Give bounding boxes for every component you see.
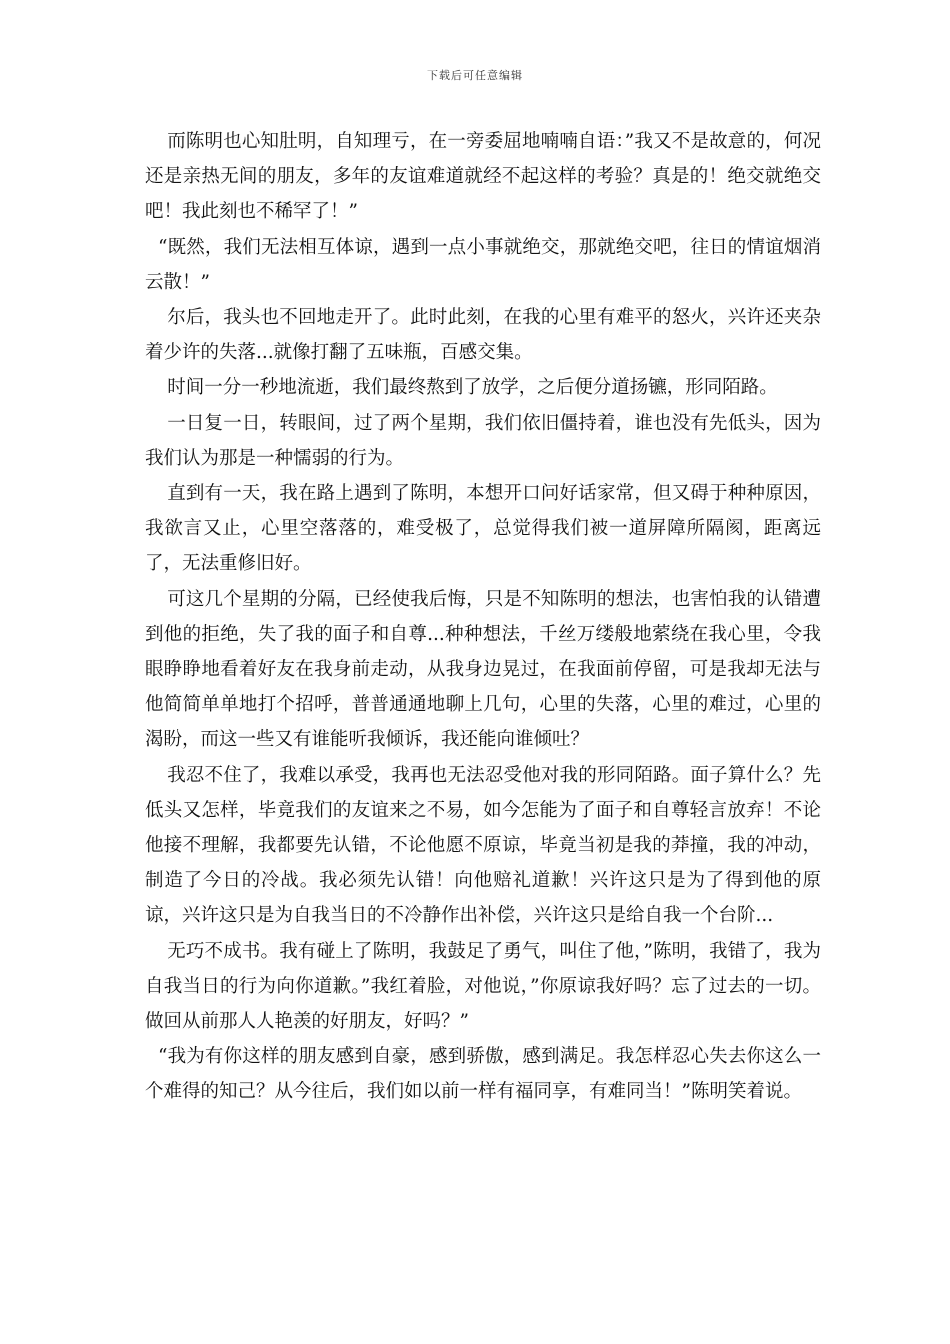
paragraph: 而陈明也心知肚明，自知理亏，在一旁委屈地喃喃自语：”我又不是故意的，何况还是亲热无间的朋友，多年的友谊难道就经不起这样的考验？真是的！绝交就绝交吧！我此刻也不稀罕了！”: [145, 131, 821, 223]
paragraph: 时间一分一秒地流逝，我们最终熬到了放学，之后便分道扬镳，形同陌路。: [167, 377, 778, 399]
paragraph: 可这几个星期的分隔，已经使我后悔，只是不知陈明的想法，也害怕我的认错遭到他的拒绝，失了我的面子和自尊...种种想法，千丝万缕般地萦绕在我心里，令我眼睁睁地看着好友在我身前走动，从我身边晃过，在我面前停留，可是我却无法与他简简单单地打个招呼，普普通通地聊上几句，心里的失落，心里的难过，心里的渴盼，而这一些又有谁能听我倾诉，我还能向谁倾吐？: [145, 588, 821, 751]
paragraph: “我为有你这样的朋友感到自豪，感到骄傲，感到满足。我怎样忍心失去你这么一个难得的知己？从今往后，我们如以前一样有福同享，有难同当！”陈明笑着说。: [145, 1046, 821, 1103]
paragraph: 我忍不住了，我难以承受，我再也无法忍受他对我的形同陌路。面子算什么？先低头又怎样，毕竟我们的友谊来之不易，如今怎能为了面子和自尊轻言放弃！不论他接不理解，我都要先认错，不论他愿不原谅，毕竟当初是我的莽撞，我的冲动，制造了今日的冷战。我必须先认错！向他赔礼道歉！兴许这只是为了得到他的原谅，兴许这只是为自我当日的不冷静作出补偿，兴许这只是给自我一个台阶...: [145, 764, 821, 927]
paragraph: 尔后，我头也不回地走开了。此时此刻，在我的心里有难平的怒火，兴许还夹杂着少许的失落...就像打翻了五味瓶，百感交集。: [145, 307, 821, 364]
paragraph: “既然，我们无法相互体谅，遇到一点小事就绝交，那就绝交吧，往日的情谊烟消云散！”: [145, 236, 821, 293]
page-header: 下载后可任意编辑: [427, 69, 523, 82]
paragraph: 一日复一日，转眼间，过了两个星期，我们依旧僵持着，谁也没有先低头，因为我们认为那是一种懦弱的行为。: [145, 412, 821, 469]
document-body: [145, 124, 821, 1110]
paragraph: 直到有一天，我在路上遇到了陈明，本想开口问好话家常，但又碍于种种原因，我欲言又止，心里空落落的，难受极了，总觉得我们被一道屏障所隔阂，距离远了，无法重修旧好。: [145, 483, 821, 575]
paragraph: 无巧不成书。我有碰上了陈明，我鼓足了勇气，叫住了他，”陈明，我错了，我为自我当日的行为向你道歉。”我红着脸，对他说，”你原谅我好吗？忘了过去的一切。做回从前那人人艳羡的好朋友，好吗？”: [145, 940, 821, 1033]
